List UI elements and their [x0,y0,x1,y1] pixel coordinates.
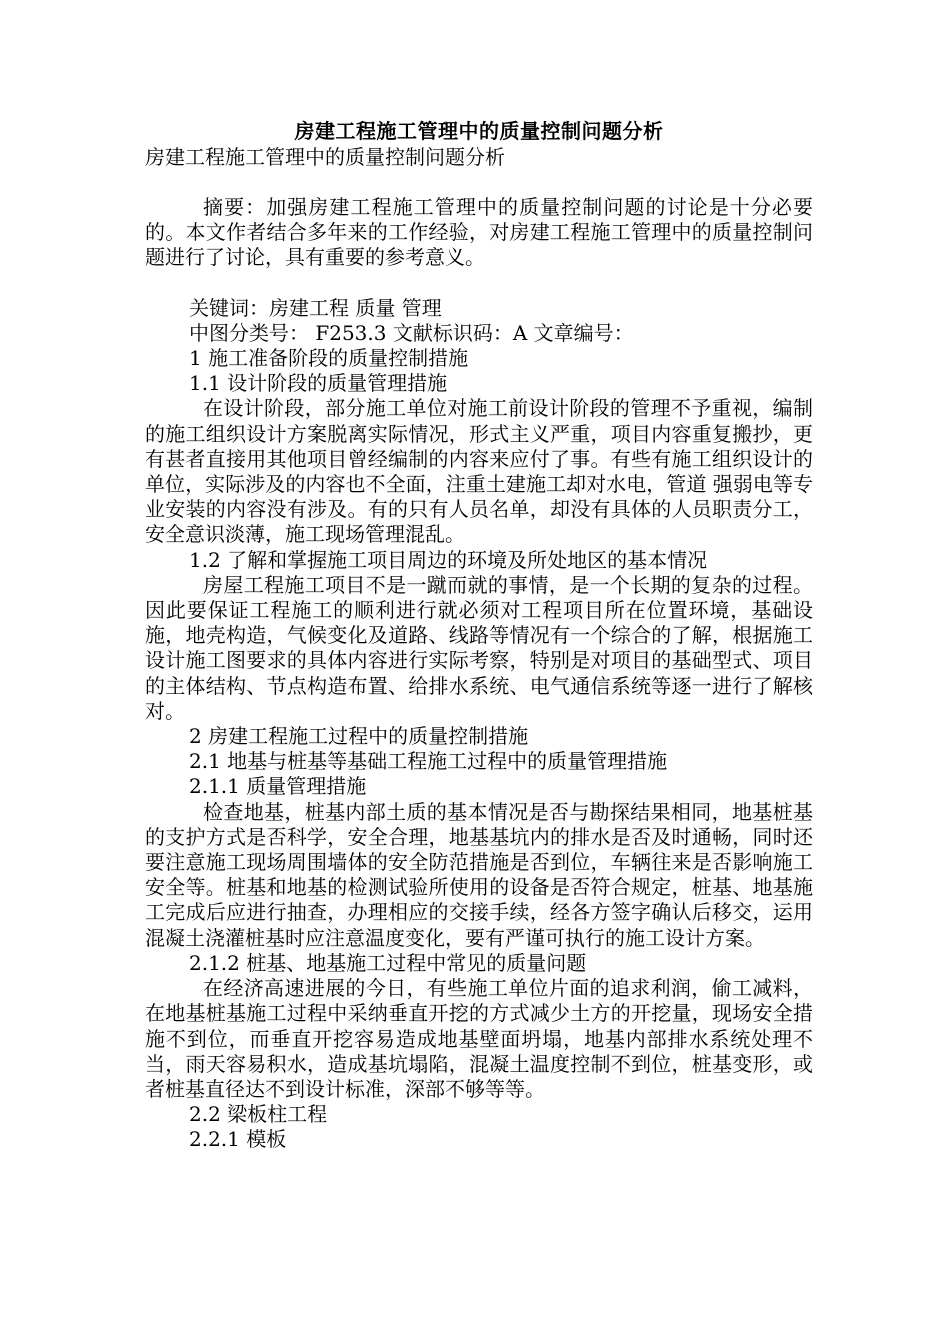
document-subtitle: 房建工程施工管理中的质量控制问题分析 [145,145,505,169]
section-heading-2: 2 房建工程施工过程中的质量控制措施 [189,724,529,749]
paragraph-2-1-1: 检查地基，桩基内部土质的基本情况是否与勘探结果相同，地基桩基的支护方式是否科学，安全合理，地基基坑内的排水是否及时通畅，同时还要注意施工现场周围墙体的安全防范措施是否到位，车辆往来是否影响施工安全等。桩基和地基的检测试验所使用的设备是否符合规定，桩基、地基施工完成后应进行抽查，办理相应的交接手续，经各方签字确认后移交，运用混凝土浇灌桩基时应注意温度变化，要有严谨可执行的施工设计方案。 [145,799,813,950]
section-heading-2-2: 2.2 梁板柱工程 [189,1102,328,1127]
paragraph-1-2: 房屋工程施工项目不是一蹴而就的事情，是一个长期的复杂的过程。因此要保证工程施工的顺利进行就必须对工程项目所在位置环境，基础设施，地壳构造，气候变化及道路、线路等情况有一个综合的了解，根据施工设计施工图要求的具体内容进行实际考察，特别是对项目的基础型式、项目的主体结构、节点构造布置、给排水系统、电气通信系统等逐一进行了解核对。 [145,572,813,723]
section-heading-2-1-1: 2.1.1 质量管理措施 [189,774,367,799]
paragraph-2-1-2: 在经济高速进展的今日，有些施工单位片面的追求利润，偷工减料，在地基桩基施工过程中采纳垂直开挖的方式减少土方的开挖量，现场安全措施不到位，而垂直开挖容易造成地基壁面坍塌，地基内部排水系统处理不当，雨天容易积水，造成基坑塌陷，混凝土温度控制不到位，桩基变形，或者桩基直径达不到设计标准，深部不够等等。 [145,976,813,1101]
section-heading-2-1: 2.1 地基与桩基等基础工程施工过程中的质量管理措施 [189,749,668,774]
section-heading-1-1: 1.1 设计阶段的质量管理措施 [189,371,448,396]
keywords-line: 关键词：房建工程 质量 管理 [189,295,442,320]
section-heading-2-2-1: 2.2.1 模板 [189,1127,287,1152]
classification-line: 中图分类号： F253.3 文献标识码：A 文章编号： [189,320,634,345]
section-heading-2-1-2: 2.1.2 桩基、地基施工过程中常见的质量问题 [189,950,587,975]
document-page [145,118,813,1153]
spacer [145,170,813,195]
document-title: 房建工程施工管理中的质量控制问题分析 [294,119,664,143]
section-heading-1-2: 1.2 了解和掌握施工项目周边的环境及所处地区的基本情况 [189,547,708,572]
spacer [145,271,813,296]
paragraph-1-1: 在设计阶段，部分施工单位对施工前设计阶段的管理不予重视，编制的施工组织设计方案脱离实际情况，形式主义严重，项目内容重复搬抄，更有甚者直接用其他项目曾经编制的内容来应付了事。有些有施工组织设计的单位，实际涉及的内容也不全面，注重土建施工却对水电，管道 强弱电等专业安装的内容没有涉及。有的只有人员名单，却没有具体的人员职责分工，安全意识淡薄，施工现场管理混乱。 [145,396,813,547]
section-heading-1: 1 施工准备阶段的质量控制措施 [189,346,469,371]
abstract-paragraph: 摘要：加强房建工程施工管理中的质量控制问题的讨论是十分必要的。本文作者结合多年来的工作经验，对房建工程施工管理中的质量控制问题进行了讨论，具有重要的参考意义。 [145,195,813,270]
